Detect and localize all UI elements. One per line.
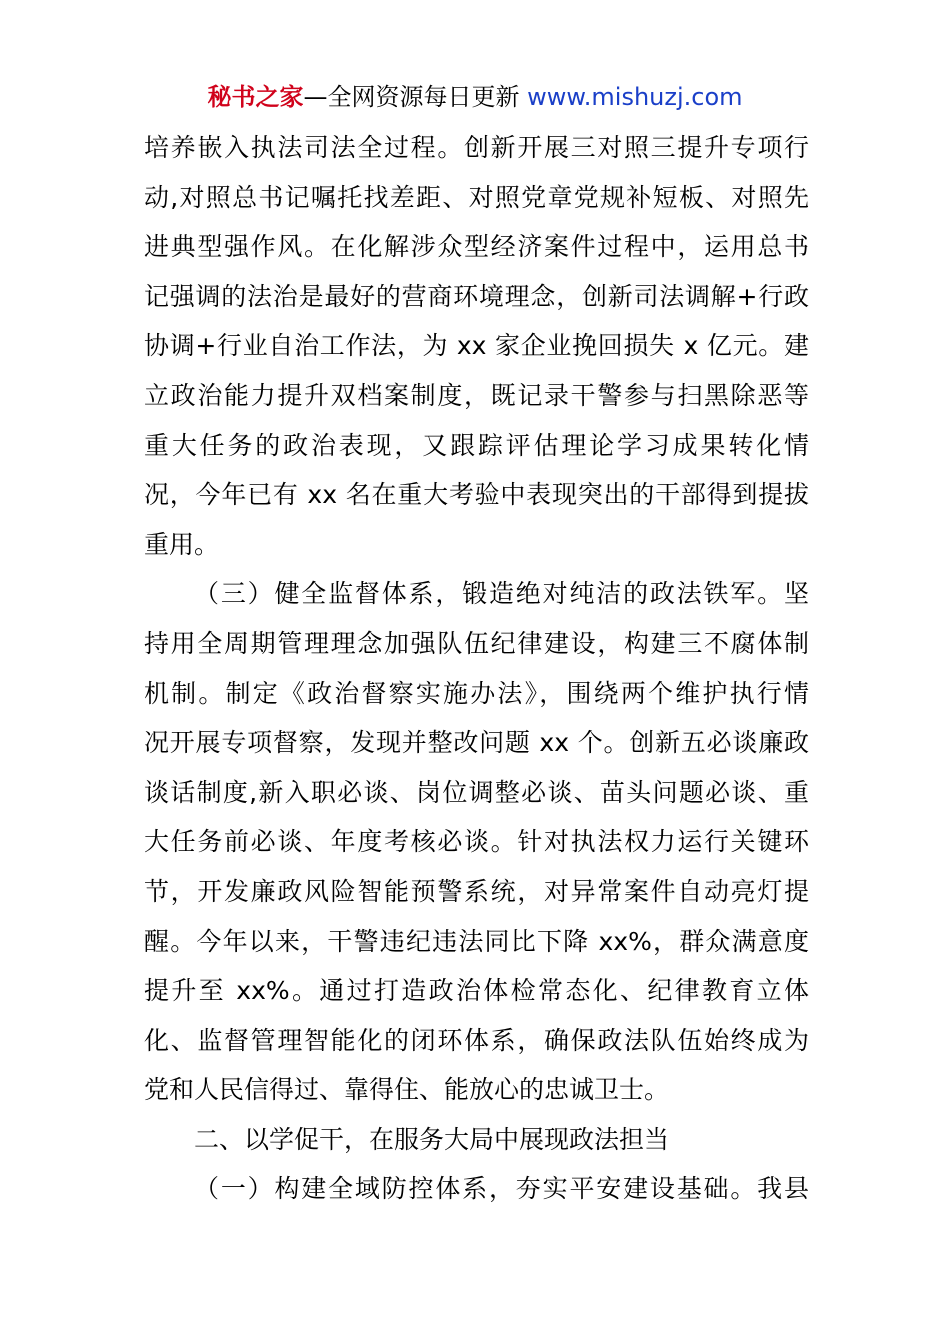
text-line: 化、监督管理智能化的闭环体系，确保政法队伍始终成为 [144,1025,809,1055]
section-heading-text: 二、以学促干，在服务大局中展现政法担当 [194,1124,670,1154]
text-line: 况，今年已有 xx 名在重大考验中表现突出的干部得到提拔 [144,480,809,510]
text-line: 机制。制定《政治督察实施办法》，围绕两个维护执行情 [144,678,809,708]
text-line: 持用全周期管理理念加强队伍纪律建设，构建三不腐体制 [144,628,809,658]
text-line: 动,对照总书记嘱托找差距、对照党章党规补短板、对照先 [144,182,809,212]
text-line: 进典型强作风。在化解涉众型经济案件过程中，运用总书 [144,232,809,262]
paragraph-supervision [144,569,809,1115]
brand-name: 秘书之家 [207,83,304,111]
text-line: 协调+行业自治工作法，为 xx 家企业挽回损失 x 亿元。建 [144,331,809,361]
paragraph-prevention [144,1164,809,1214]
text-line: 党和人民信得过、靠得住、能放心的忠诚卫士。 [144,1075,670,1105]
text-line: 立政治能力提升双档案制度，既记录干警参与扫黑除恶等 [144,380,809,410]
site-header [0,80,950,114]
text-line: 大任务前必谈、年度考核必谈。针对执法权力运行关键环 [144,827,809,857]
text-line: 提升至 xx%。通过打造政治体检常态化、纪律教育立体 [144,976,809,1006]
text-line: 谈话制度,新入职必谈、岗位调整必谈、苗头问题必谈、重 [144,777,809,807]
document-body [144,123,809,1214]
text-line: 培养嵌入执法司法全过程。创新开展三对照三提升专项行 [144,133,809,162]
text-line: 重大任务的政治表现，又跟踪评估理论学习成果转化情 [144,430,809,460]
section-heading [144,1115,809,1165]
paragraph-continuation [144,123,809,569]
site-url-link[interactable]: www.mishuzj.com [527,83,743,111]
text-line: 节，开发廉政风险智能预警系统，对异常案件自动亮灯提 [144,876,809,906]
header-tagline: —全网资源每日更新 [303,83,528,111]
text-line: （一）构建全域防控体系，夯实平安建设基础。我县 [194,1174,809,1204]
text-line: 重用。 [144,529,220,559]
text-line: 醒。今年以来，干警违纪违法同比下降 xx%，群众满意度 [144,926,809,956]
text-line: 记强调的法治是最好的营商环境理念，创新司法调解+行政 [144,281,809,311]
text-line: 况开展专项督察，发现并整改问题 xx 个。创新五必谈廉政 [144,728,809,758]
text-line: （三）健全监督体系，锻造绝对纯洁的政法铁军。坚 [194,579,809,609]
